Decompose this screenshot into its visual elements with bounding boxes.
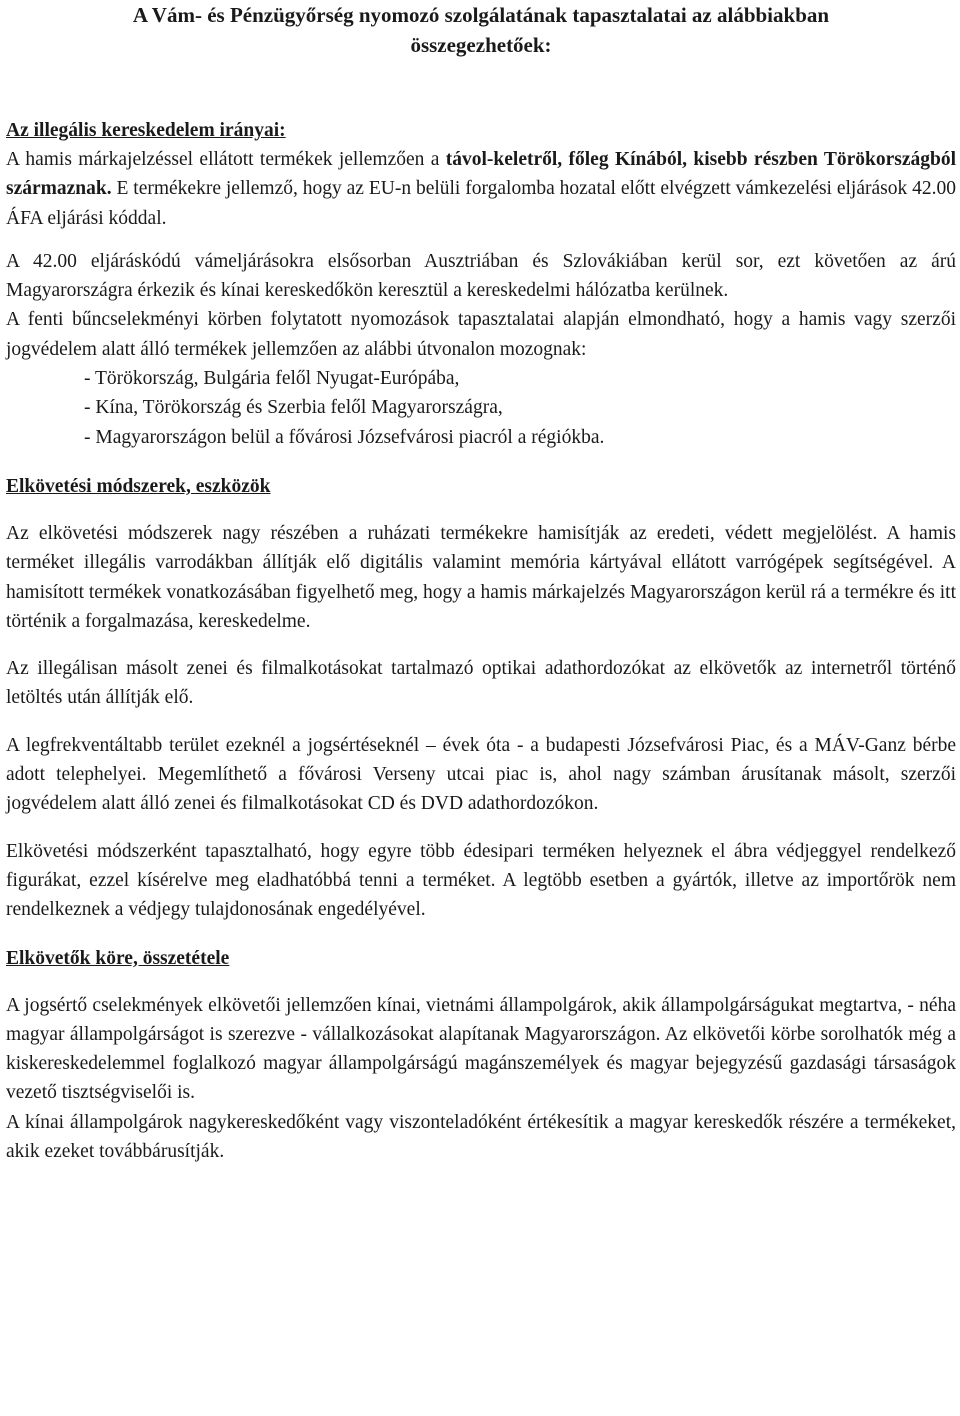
document-title-line1: A Vám- és Pénzügyőrség nyomozó szolgálatának tapasztalatai az alábbiakban xyxy=(132,3,830,27)
paragraph-methods-markets: A legfrekventáltabb terület ezeknél a jogsértéseknél – évek óta - a budapesti Józsefvárosi Piac, és a MÁV-Ganz bérbe adott telephelyei. Megemlíthető a fővárosi Verseny utcai piac is, ahol nagy számban árusítanak másolt, szerzői jogvédelem alatt álló zenei és filmalkotásokat CD és DVD adathordozókon. xyxy=(6,734,956,815)
paragraph-perpetrators: A jogsértő cselekmények elkövetői jellemzően kínai, vietnámi állampolgárok, akik állampolgárságukat megtartva, - néha magyar állampolgárságot is szerezve - vállalkozásokat alapítanak Magyarországon. Az elkövetői körbe sorolhatók még a kiskereskedelemmel foglalkozó magyar állampolgárságú magánszemélyek és magyar bejegyzésű gazdasági társaságok vezető tisztségviselői is. xyxy=(6,994,956,1104)
section-heading-illegal-trade: Az illegális kereskedelem irányai: xyxy=(6,120,286,141)
document-page xyxy=(6,0,956,1166)
route-item-3: - Magyarországon belül a fővárosi Józsefvárosi piacról a régiókba. xyxy=(84,426,605,448)
paragraph-investigation: A fenti bűncselekményi körben folytatott nyomozások tapasztalatai alapján elmondható, hogy a hamis vagy szerzői jogvédelem alatt álló termékek jellemzően az alábbi útvonalon mozognak: xyxy=(6,309,956,360)
route-item-2: - Kína, Törökország és Szerbia felől Magyarországra, xyxy=(84,397,503,419)
paragraph-methods-confectionery: Elkövetési módszerként tapasztalható, hogy egyre több édesipari terméken helyeznek el ábra védjeggyel rendelkező figurákat, ezzel kísérelve meg eladhatóbbá tenni a terméket. A legtöbb esetben a gyártók, illetve az importőrök nem rendelkeznek a védjegy tulajdonosának engedélyével. xyxy=(6,840,956,921)
section-heading-perpetrators: Elkövetők köre, összetétele xyxy=(6,947,230,969)
paragraph-methods-optical: Az illegálisan másolt zenei és filmalkotásokat tartalmazó optikai adathordozókat az elkövetők az internetről történő letöltés után állítják elő. xyxy=(6,658,956,709)
paragraph-origin-bold: távol-keletről, főleg Kínából, kisebb részben Törökországból származnak. xyxy=(6,149,956,200)
document-title-line2: összegezhetőek: xyxy=(410,33,552,57)
paragraph-wholesale: A kínai állampolgárok nagykereskedőként vagy viszonteladóként értékesítik a magyar kereskedők részére a termékeket, akik ezeket továbbárusítják. xyxy=(6,1111,956,1163)
paragraph-origin xyxy=(6,145,956,233)
paragraph-origin-text: A hamis márkajelzéssel ellátott termékek jellemzően a xyxy=(6,149,446,170)
section-heading-methods: Elkövetési módszerek, eszközök xyxy=(6,475,271,497)
paragraph-methods-clothing: Az elkövetési módszerek nagy részében a ruházati termékekre hamisítják az eredeti, védett megjelölést. A hamis terméket illegális varrodákban állítják elő digitális valamint memória kártyával ellátott varrógépek segítségével. A hamisított termékek vonatkozásában figyelhető meg, hogy a hamis márkajelzés Magyarországon kerül rá a termékre és itt történik a forgalmazása, kereskedelme. xyxy=(6,522,956,632)
route-item-1: - Törökország, Bulgária felől Nyugat-Európába, xyxy=(84,368,460,390)
paragraph-customs-procedure: A 42.00 eljáráskódú vámeljárásokra elsősorban Ausztriában és Szlovákiában kerül sor, ezt követően az árú Magyarországra érkezik és kínai kereskedőkön keresztül a kereskedelmi hálózatba kerülnek. xyxy=(6,250,956,302)
document-title xyxy=(6,0,956,60)
paragraph-origin-text-end: E termékekre jellemző, hogy az EU-n belüli forgalomba hozatal előtt elvégzett vámkezelési eljárások 42.00 ÁFA eljárási kóddal. xyxy=(6,178,956,229)
